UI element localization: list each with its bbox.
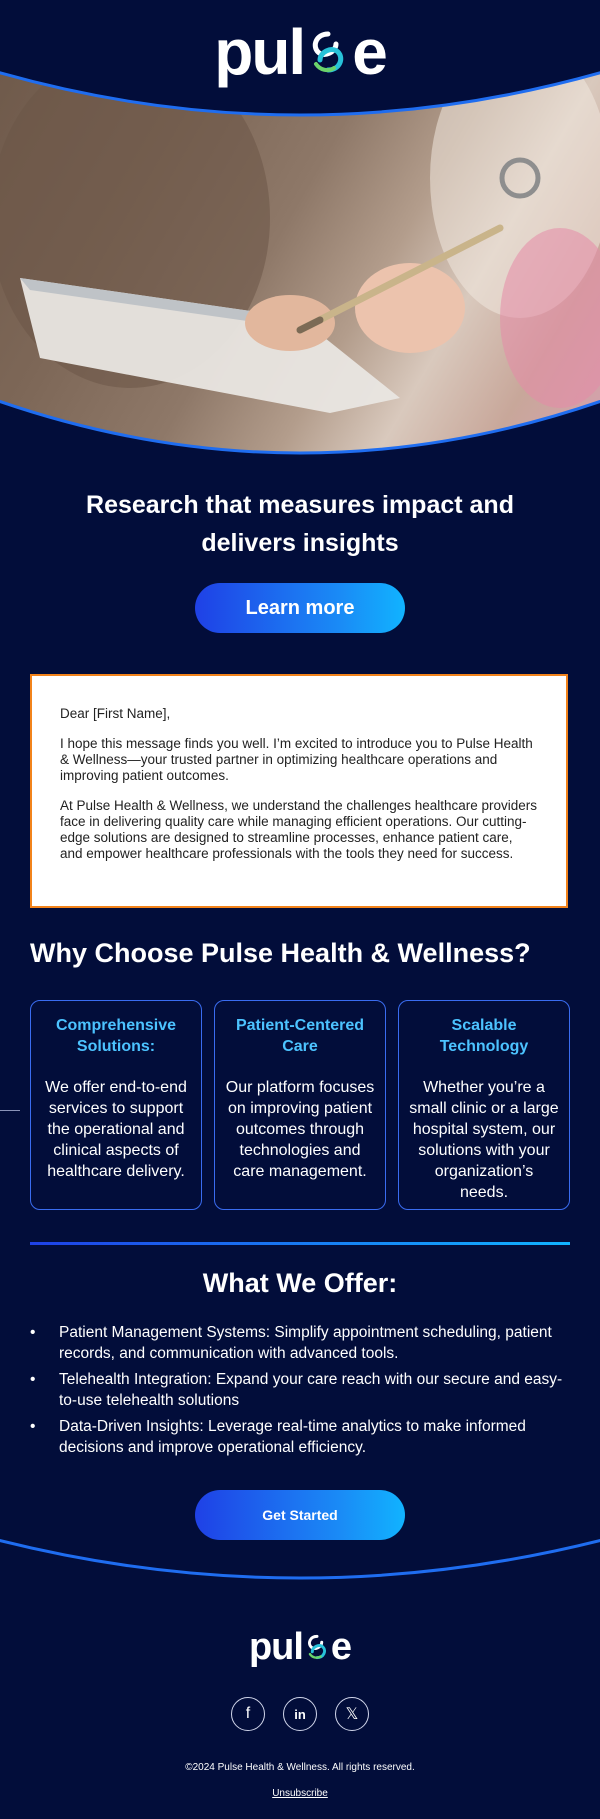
what-we-offer-heading: What We Offer: (202, 1268, 398, 1298)
unsubscribe-link[interactable]: Unsubscribe (272, 1788, 328, 1799)
facebook-icon[interactable] (231, 1697, 265, 1731)
get-started-button[interactable]: Get Started (195, 1490, 405, 1540)
side-tick-mark (0, 1110, 20, 1111)
offer-list-item: • Patient Management Systems: Simplify appointment scheduling, patient records, and communication with advanced tools. (30, 1322, 575, 1364)
section-divider (30, 1242, 570, 1245)
hero-title (0, 486, 600, 562)
unsubscribe-container (0, 1788, 600, 1799)
linkedin-icon[interactable] (283, 1697, 317, 1731)
feature-card-body: Whether you’re a small clinic or a large hospital system, our solutions with your organization’s needs. (409, 1079, 559, 1201)
feature-card-scalable (398, 1000, 570, 1210)
feature-card-comprehensive (30, 1000, 202, 1210)
logo-swirl-icon (306, 30, 350, 74)
letter-greeting: Dear [First Name], (60, 706, 171, 721)
footer-logo[interactable] (0, 1628, 600, 1666)
feature-card-title: Patient-Centered Care (235, 1017, 365, 1055)
feature-cards (30, 1000, 570, 1210)
footer-logo-text-left: pul (248, 1626, 303, 1668)
copyright-text: ©2024 Pulse Health & Wellness. All rights reserved. (185, 1762, 415, 1773)
logo-text-right: e (352, 16, 386, 88)
letter-paragraph-2: At Pulse Health & Wellness, we understand the challenges healthcare providers face in delivering quality care while managing efficient operations. Our cutting-edge solutions are designed to streamline processes, enhance patient care, and empower healthcare professionals with the tools they need for success. (60, 798, 538, 861)
offer-list-item: • Telehealth Integration: Expand your care reach with our secure and easy-to-use telehealth solutions (30, 1369, 575, 1411)
logo-text-left: pul (214, 16, 305, 88)
social-links (0, 1697, 600, 1731)
feature-card-title: Scalable Technology (439, 1017, 529, 1055)
footer-logo-text-right: e (330, 1626, 352, 1668)
why-choose-heading: Why Choose Pulse Health & Wellness? (30, 938, 531, 968)
hero-title-line-1: Research that measures impact and (86, 491, 514, 519)
letter-paragraph-1: I hope this message finds you well. I’m excited to introduce you to Pulse Health & Wellness—your trusted partner in optimizing healthcare operations and improving patient outcomes. (60, 736, 533, 783)
hero-bottom-curve (0, 398, 600, 473)
hero-title-line-2: delivers insights (201, 529, 399, 557)
feature-card-body: Our platform focuses on improving patient outcomes through technologies and care management. (225, 1079, 375, 1180)
footer-curve (0, 1538, 600, 1598)
feature-card-title: Comprehensive Solutions: (55, 1017, 177, 1055)
header-logo[interactable] (0, 12, 600, 92)
offer-list-item: • Data-Driven Insights: Leverage real-time analytics to make informed decisions and improve operational efficiency. (30, 1416, 575, 1458)
learn-more-button[interactable]: Learn more (195, 583, 405, 633)
x-icon[interactable] (335, 1697, 369, 1731)
offer-list (30, 1322, 575, 1463)
x-glyph: 𝕏 (345, 1706, 359, 1723)
facebook-glyph: f (245, 1705, 251, 1722)
feature-card-patient-centered (214, 1000, 386, 1210)
intro-letter (30, 674, 568, 908)
linkedin-glyph: in (294, 1706, 306, 1722)
feature-card-body: We offer end-to-end services to support the operational and clinical aspects of healthcare delivery. (45, 1079, 187, 1180)
hero-image (0, 68, 600, 473)
footer-logo-swirl-icon (304, 1634, 330, 1660)
